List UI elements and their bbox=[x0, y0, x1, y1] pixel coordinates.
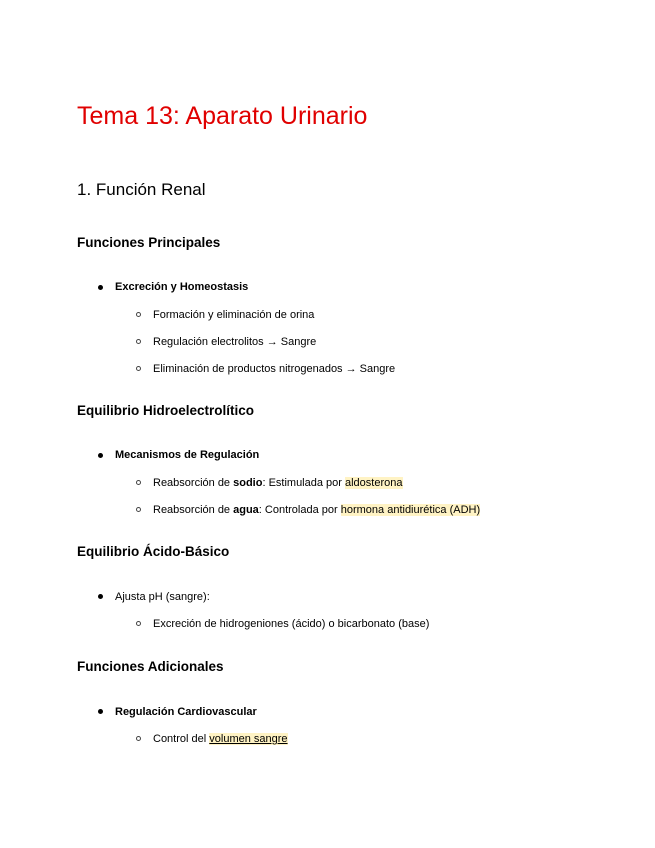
bullet-circle bbox=[136, 507, 141, 512]
highlight-aldosterona: aldosterona bbox=[345, 477, 403, 489]
document-title: Tema 13: Aparato Urinario bbox=[77, 102, 368, 130]
list-item-mecanismos: Mecanismos de Regulación bbox=[115, 449, 260, 461]
agua-prefix: Reabsorción de bbox=[153, 504, 234, 516]
section-heading: 1. Función Renal bbox=[77, 180, 206, 199]
list-item-excrecion: Excreción y Homeostasis bbox=[115, 281, 249, 293]
sub-item-sodio bbox=[153, 476, 403, 490]
bullet-circle bbox=[136, 621, 141, 626]
bullet-dot bbox=[98, 594, 103, 599]
sub-item-electrolitos: Regulación electrolitos → Sangre bbox=[153, 336, 317, 348]
sodio-prefix: Reabsorción de bbox=[153, 477, 234, 489]
sub-item-agua bbox=[153, 503, 480, 517]
sub-item-formacion: Formación y eliminación de orina bbox=[153, 309, 315, 321]
bullet-dot bbox=[98, 285, 103, 290]
bullet-circle bbox=[136, 339, 141, 344]
heading-funciones-principales: Funciones Principales bbox=[77, 235, 221, 250]
volumen-prefix: Control del bbox=[153, 733, 210, 745]
bullet-dot bbox=[98, 453, 103, 458]
list-item-ph: Ajusta pH (sangre): bbox=[115, 591, 210, 603]
bullet-circle bbox=[136, 312, 141, 317]
list-item-cardiovascular: Regulación Cardiovascular bbox=[115, 706, 257, 718]
sub-item-nitrogenados: Eliminación de productos nitrogenados → Sangre bbox=[153, 363, 396, 375]
bullet-circle bbox=[136, 480, 141, 485]
sodio-bold: sodio bbox=[233, 477, 263, 489]
sodio-mid: : Estimulada por bbox=[262, 477, 345, 489]
bullet-dot bbox=[98, 709, 103, 714]
agua-bold: agua bbox=[233, 504, 259, 516]
sub-item-hidrogeniones: Excreción de hidrogeniones (ácido) o bicarbonato (base) bbox=[153, 618, 430, 630]
sub-item-volumen bbox=[153, 732, 288, 746]
heading-equilibrio-hidroelectrolitico: Equilibrio Hidroelectrolítico bbox=[77, 403, 255, 418]
highlight-adh: hormona antidiurética (ADH) bbox=[340, 504, 481, 516]
heading-funciones-adicionales: Funciones Adicionales bbox=[77, 659, 224, 674]
agua-mid: : Controlada por bbox=[258, 504, 341, 516]
bullet-circle bbox=[136, 366, 141, 371]
highlight-volumen-sangre: volumen sangre bbox=[209, 733, 288, 745]
bullet-circle bbox=[136, 736, 141, 741]
heading-equilibrio-acido-basico: Equilibrio Ácido-Básico bbox=[77, 544, 230, 559]
